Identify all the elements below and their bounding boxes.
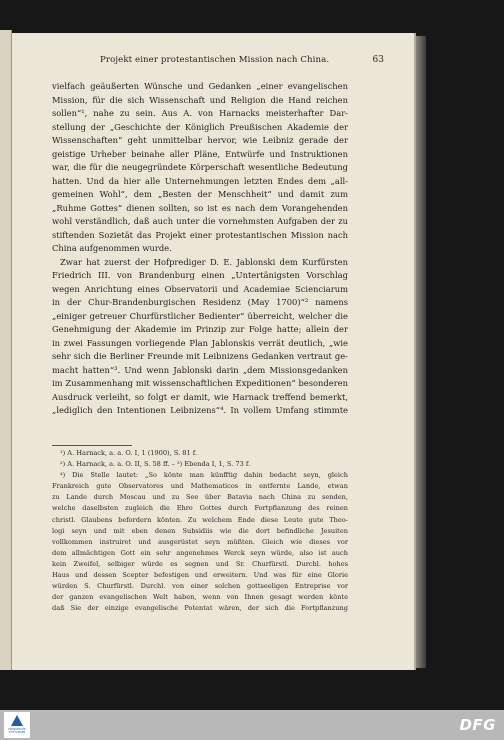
footnote-line: ¹) A. Harnack, a. a. O. I, 1 (1900), S. 81 f. bbox=[60, 449, 198, 457]
footnote-line: ⁴) Die Stelle lautet: „So könte man künfftig dahin bedacht seyn, gleich bbox=[60, 471, 348, 480]
text-line: sollen“¹, nahe zu sein. Aus A. von Harnacks meisterhafter Dar- bbox=[52, 108, 348, 118]
text-line: gemeinen Wohl“, dem „Besten der Menschheit“ und damit zum bbox=[52, 189, 348, 199]
text-line: Wissenschaften“ geht unmittelbar hervor, wie Leibniz gerade der bbox=[52, 135, 348, 145]
footnote-line: kein Zweifel, selbiger würde es segnen und Sr. Churfürstl. Durchl. hohes bbox=[52, 559, 348, 568]
logo-text: FRANKESCHE STIFTUNGEN bbox=[8, 728, 26, 734]
text-line: „lediglich den Intentionen Leibnizens“⁴. In vollem Umfang stimmte bbox=[52, 405, 348, 415]
text-line: wegen Anrichtung eines Observatorii und Academiae Scienciarum bbox=[52, 283, 348, 294]
viewer-footer-bar bbox=[0, 710, 504, 740]
text-line: in zwei Fassungen vorliegende Plan Jablonskis verrät deutlich, „wie bbox=[52, 337, 348, 348]
footnote-line: daß Sie der einzige evangelische Potentat wären, der sich die Fortpflanzung bbox=[52, 604, 348, 613]
footnote-line: zu Lande durch Moscau und zu See über Batavia nach China zu senden, bbox=[52, 493, 348, 502]
footnotes bbox=[52, 448, 348, 614]
text-line: „Ruhme Gottes“ dienen sollten, so ist es nach dem Vorangehenden bbox=[52, 202, 348, 213]
text-line: Genehmigung der Akademie im Prinzip zur Folge hatte; allein der bbox=[52, 324, 348, 334]
text-line: sehr sich die Berliner Freunde mit Leibnizens Gedanken vertraut ge- bbox=[52, 351, 348, 361]
page-header bbox=[40, 55, 384, 69]
footnote-line: christl. Glaubens befordern könten. Zu welchem Ende diese Leute gute Theo- bbox=[52, 515, 348, 524]
text-line: im Zusammenhang mit wissenschaftlichen Expeditionen“ besonderen bbox=[52, 378, 348, 388]
text-line: Mission, für die sich Wissenschaft und Religion die Hand reichen bbox=[52, 94, 348, 105]
logo-triangle-icon bbox=[11, 715, 23, 726]
facing-page-edge bbox=[0, 30, 12, 670]
text-line: war, die für die neugegründete Körperschaft wesentliche Bedeutung bbox=[52, 162, 348, 172]
text-line: hatten. Und da hier alle Unternehmungen letzten Endes dem „all- bbox=[52, 175, 348, 186]
text-line: geistige Urheber beinahe aller Pläne, Entwürfe und Instruktionen bbox=[52, 148, 348, 159]
running-head: Projekt einer protestantischen Mission nach China. bbox=[100, 55, 330, 65]
dfg-logo: DFG bbox=[459, 716, 496, 734]
text-line: Ausdruck verleiht, so folgt er damit, wie Harnack treffend bemerkt, bbox=[52, 391, 348, 402]
text-line: Friedrich III. von Brandenburg einen „Untertänigsten Vorschlag bbox=[52, 270, 348, 280]
page-edge-shadow bbox=[416, 36, 426, 668]
footnote-line: Frankreich gute Observatores und Mathematicos in entfernte Lande, etwan bbox=[52, 482, 348, 491]
institution-logo bbox=[4, 712, 30, 738]
page-number: 63 bbox=[372, 55, 384, 65]
text-line: stiftenden Sozietät das Projekt einer protestantischen Mission nach bbox=[52, 229, 348, 240]
text-line: stellung der „Geschichte der Königlich Preußischen Akademie der bbox=[52, 121, 348, 132]
footnote-line: dem allmächtigen Gott ein sehr angenehmes Werck seyn würde, also ist auch bbox=[52, 548, 348, 557]
footnote-line: Haus und dessen Scepter befestigen und erweitern. Und was für eine Glorie bbox=[52, 571, 348, 580]
footnote-line: ²) A. Harnack, a. a. O. II, S. 58 ff. – ³) Ebenda I, 1, S. 73 f. bbox=[60, 460, 251, 469]
text-line: vielfach geäußerten Wünsche und Gedanken „einer evangelischen bbox=[52, 81, 348, 91]
main-text bbox=[52, 80, 348, 418]
text-line: wohl verständlich, daß auch unter die vornehmsten Aufgaben der zu bbox=[52, 216, 348, 226]
footnote-line: logi seyn und mit eben denen Subsidiis wie die dort befindliche Jesuiten bbox=[52, 526, 348, 535]
footnote-separator bbox=[52, 445, 132, 446]
footnote-line: vollkommen instruiret und ausgerüstet seyn müßten. Gleich wie dieses vor bbox=[52, 537, 348, 546]
text-line: China aufgenommen wurde. bbox=[52, 243, 172, 253]
text-line: macht hatten“³. Und wenn Jablonski darin „dem Missionsgedanken bbox=[52, 364, 348, 375]
footnote-line: welche daselbsten zugleich die Ehre Gottes durch Fortpflanzung des reinen bbox=[52, 504, 348, 513]
footnote-line: der ganzen evangelischen Welt haben, wenn von Ihnen gesagt werden könte bbox=[52, 593, 348, 602]
text-line: Zwar hat zuerst der Hofprediger D. E. Jablonski dem Kurfürsten bbox=[60, 256, 348, 267]
text-line: in der Chur-Brandenburgischen Residenz (May 1700)“² namens bbox=[52, 297, 348, 307]
text-line: „einiger getreuer Churfürstlicher Bedienter“ überreicht, welcher die bbox=[52, 310, 348, 321]
footnote-line: würden S. Churfürstl. Durchl. von einer solchen gottseeligen Entreprise vor bbox=[52, 582, 348, 591]
